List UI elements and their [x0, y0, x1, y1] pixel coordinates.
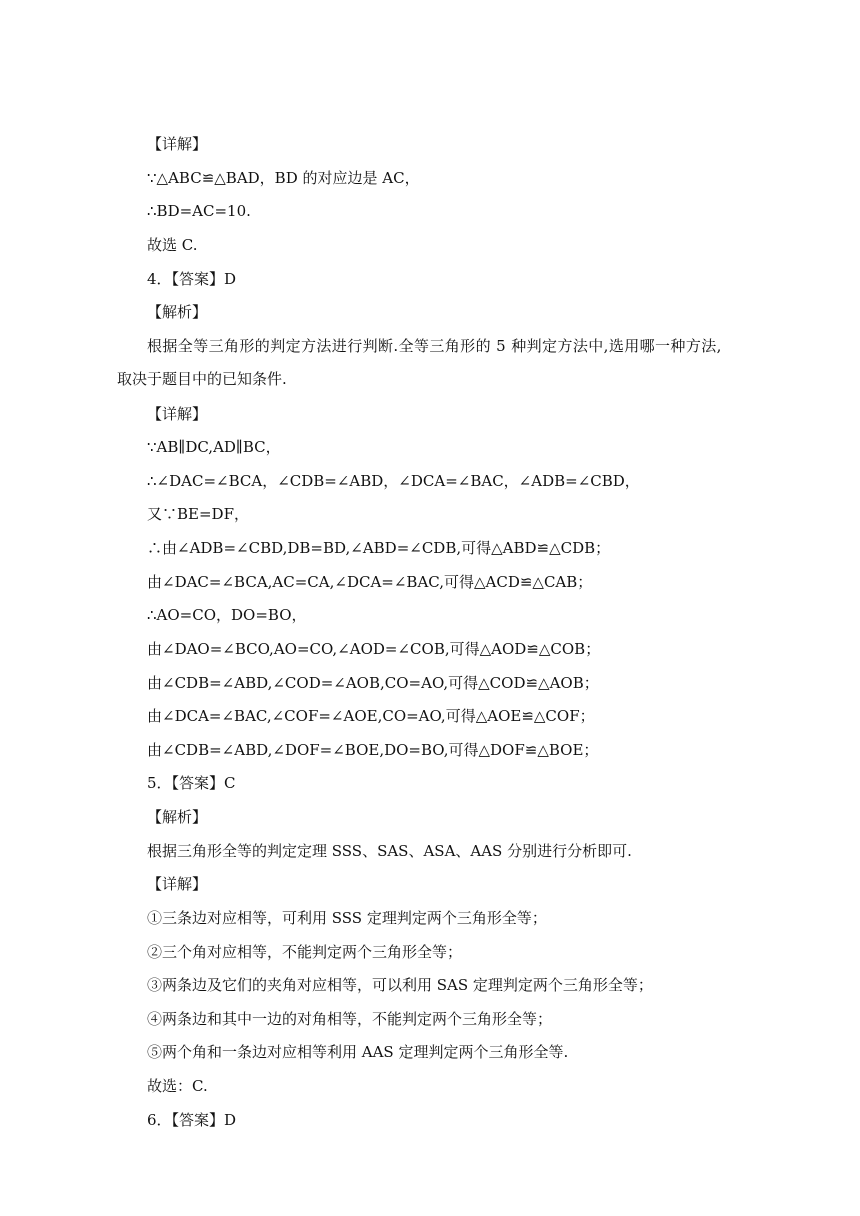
solution-line: ②三个角对应相等，不能判定两个三角形全等； — [147, 943, 463, 961]
answer-heading-4: 4．【答案】D — [147, 270, 237, 288]
solution-line: ∵△ABC≌△BAD，BD 的对应边是 AC， — [147, 169, 420, 187]
solution-line: ③两条边及它们的夹角对应相等，可以利用 SAS 定理判定两个三角形全等； — [147, 976, 653, 994]
analysis-text: 根据全等三角形的判定方法进行判断.全等三角形的 5 种判定方法中,选用哪一种方法, — [147, 337, 722, 355]
solution-line: ①三条边对应相等，可利用 SSS 定理判定两个三角形全等； — [147, 909, 547, 927]
solution-line: 又∵BE=DF， — [147, 505, 249, 523]
solution-line: 由∠DCA=∠BAC,∠COF=∠AOE,CO=AO,可得△AOE≌△COF； — [147, 707, 595, 725]
solution-line: ④两条边和其中一边的对角相等，不能判定两个三角形全等； — [147, 1010, 553, 1028]
solution-line: ∴BD=AC=10. — [147, 202, 251, 220]
solution-line: ∴AO=CO，DO=BO， — [147, 606, 307, 624]
choice-line: 故选 C. — [147, 236, 198, 254]
answer-heading-6: 6．【答案】D — [147, 1111, 237, 1129]
solution-line: 由∠CDB=∠ABD,∠COD=∠AOB,CO=AO,可得△COD≌△AOB； — [147, 674, 599, 692]
solution-line: ∵AB∥DC,AD∥BC， — [147, 438, 281, 456]
solution-line: 由∠CDB=∠ABD,∠DOF=∠BOE,DO=BO,可得△DOF≌△BOE； — [147, 741, 599, 759]
section-heading-detail: 【详解】 — [147, 875, 208, 893]
section-heading-analysis: 【解析】 — [147, 808, 208, 826]
solution-line: ⑤两个角和一条边对应相等利用 AAS 定理判定两个三角形全等. — [147, 1043, 569, 1061]
answer-heading-5: 5．【答案】C — [147, 774, 236, 792]
solution-line: 由∠DAO=∠BCO,AO=CO,∠AOD=∠COB,可得△AOD≌△COB； — [147, 640, 601, 658]
solution-line: ∴由∠ADB=∠CBD,DB=BD,∠ABD=∠CDB,可得△ABD≌△CDB； — [147, 539, 611, 557]
solution-line: ∴∠DAC=∠BCA，∠CDB=∠ABD，∠DCA=∠BAC，∠ADB=∠CBD， — [147, 472, 640, 490]
analysis-text: 根据三角形全等的判定定理 SSS、SAS、ASA、AAS 分别进行分析即可. — [147, 842, 632, 860]
section-heading-analysis: 【解析】 — [147, 303, 208, 321]
analysis-text-continued: 取决于题目中的已知条件. — [117, 370, 287, 388]
section-heading-detail: 【详解】 — [147, 135, 208, 153]
solution-line: 由∠DAC=∠BCA,AC=CA,∠DCA=∠BAC,可得△ACD≌△CAB； — [147, 573, 593, 591]
section-heading-detail: 【详解】 — [147, 405, 208, 423]
choice-line: 故选：C. — [147, 1077, 208, 1095]
